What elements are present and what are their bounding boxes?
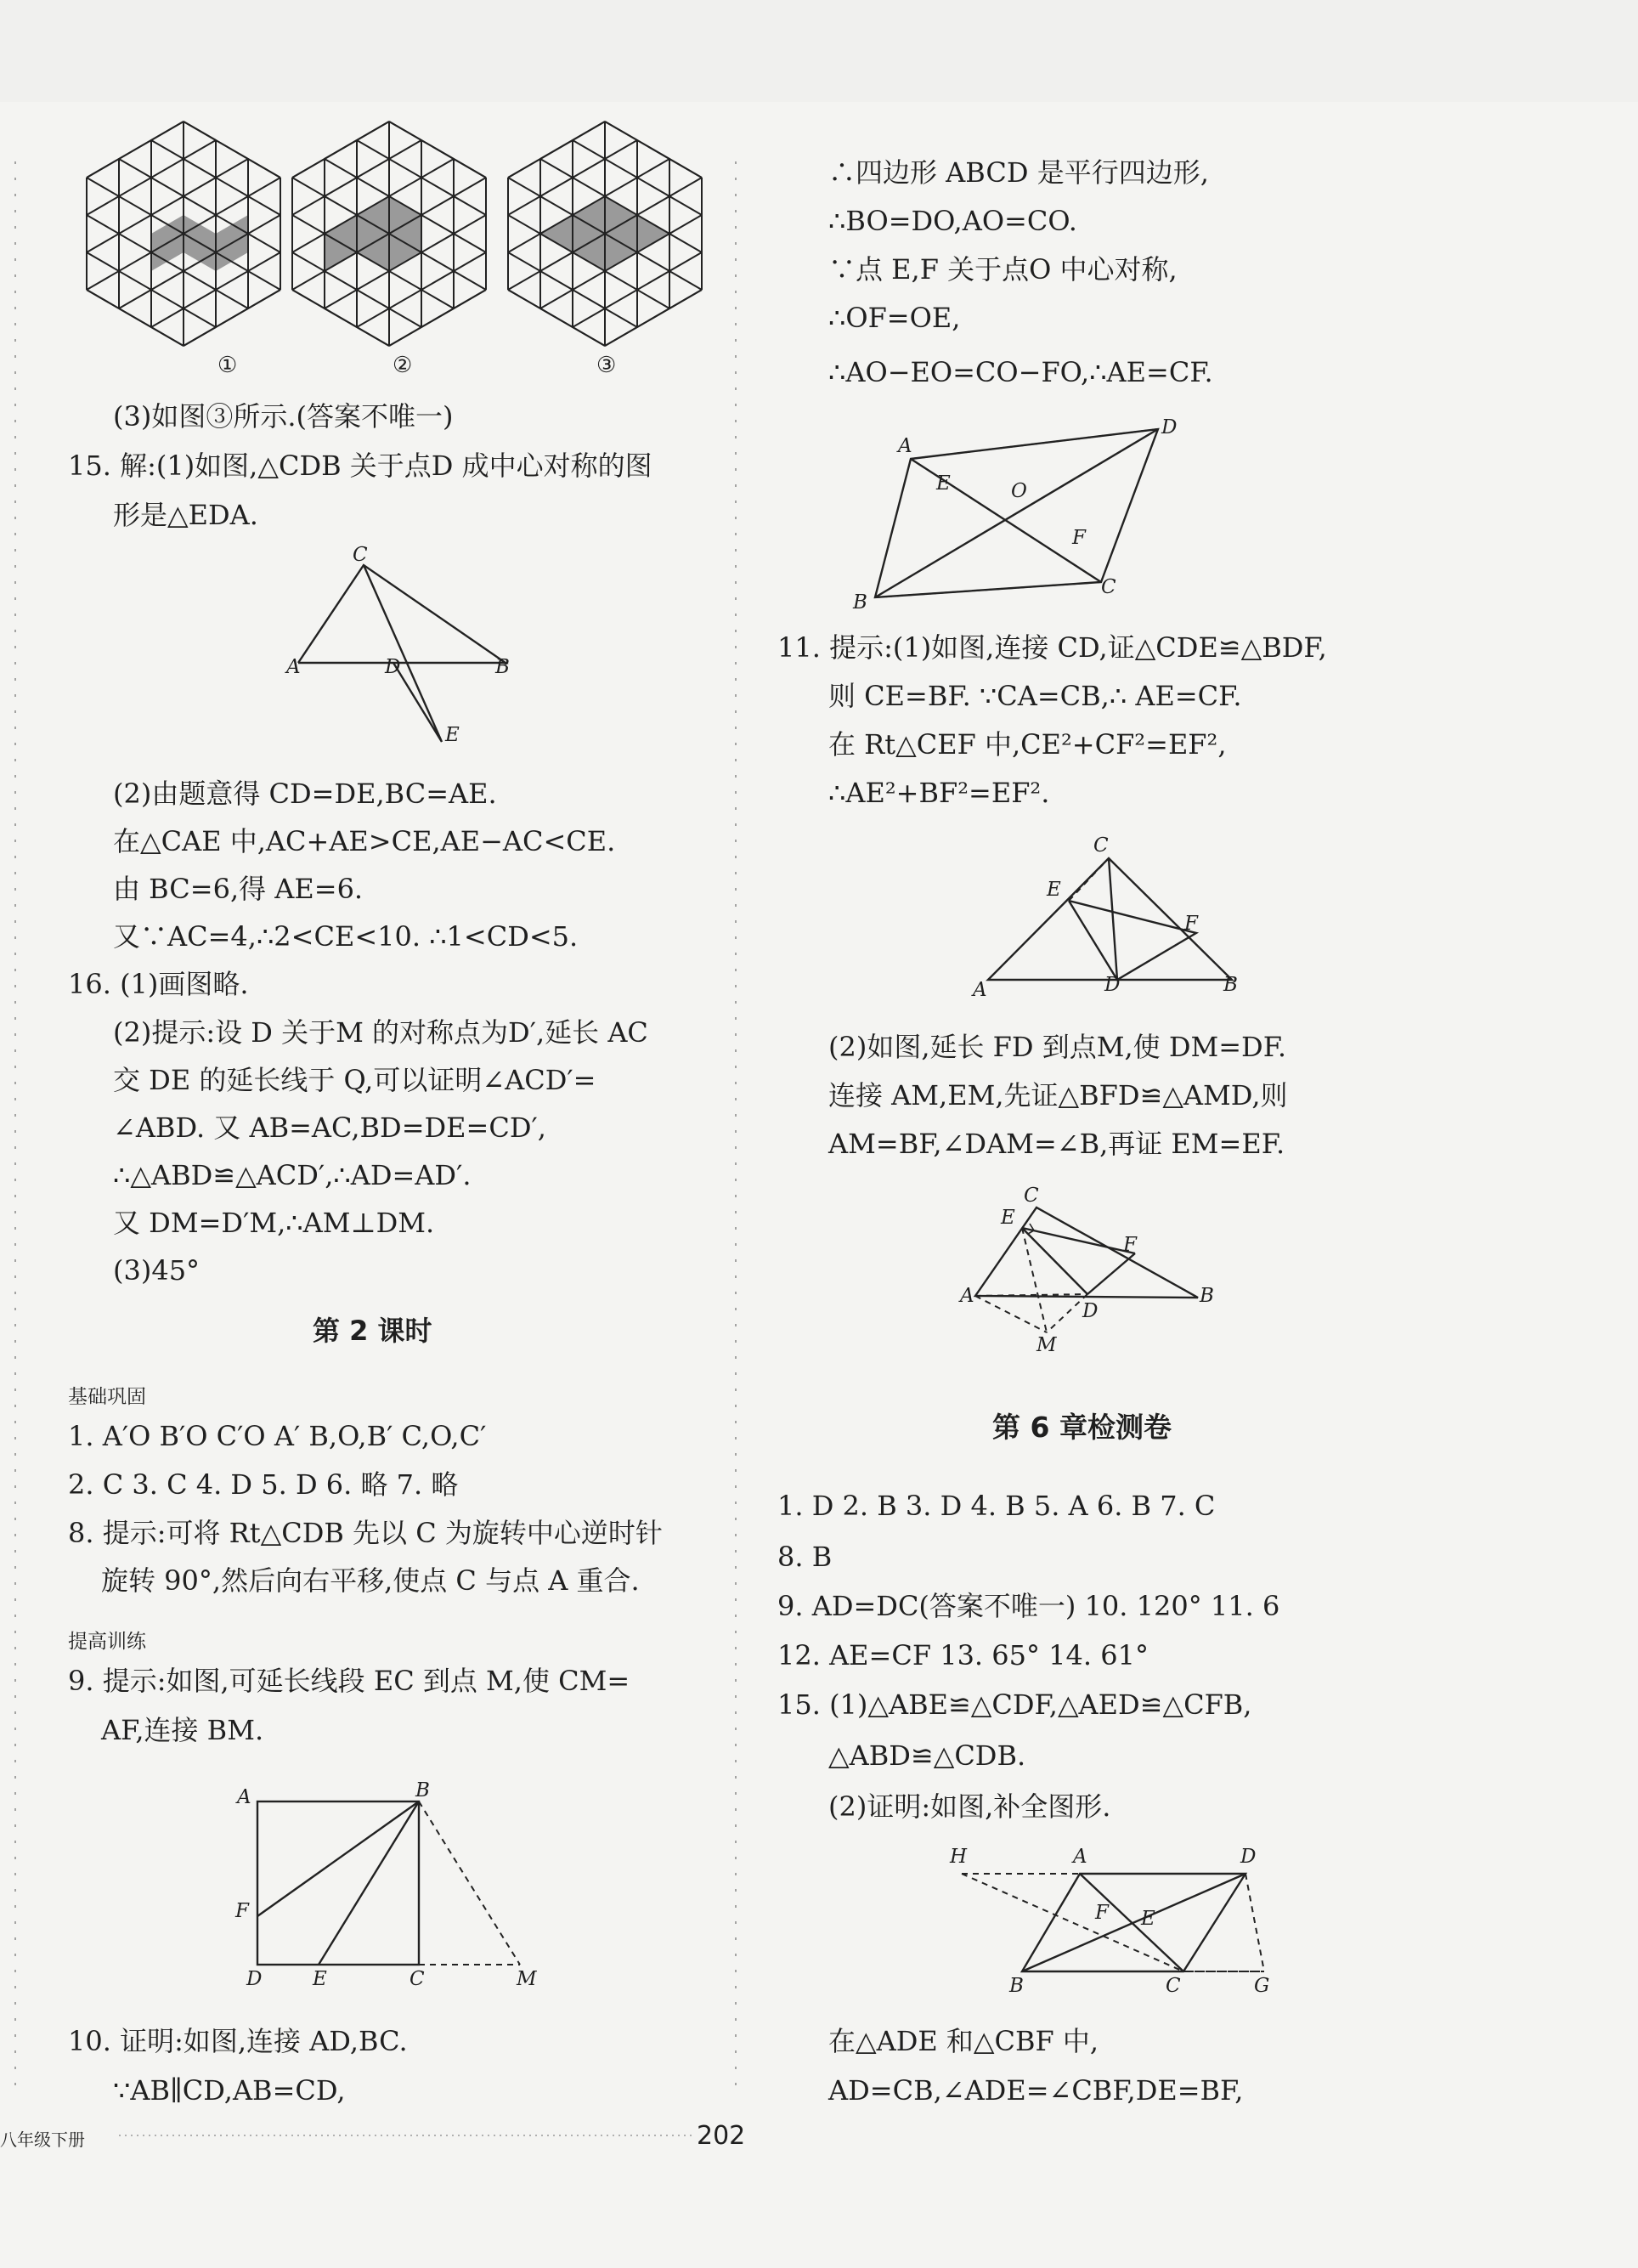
text-line: (2)证明:如图,补全图形. — [828, 1790, 1111, 1823]
point-label-b: B — [1223, 974, 1238, 996]
figure-label-3: ③ — [596, 353, 617, 378]
hexagon-figure-2 — [292, 122, 486, 346]
point-label-b: B — [1200, 1285, 1214, 1307]
text-line: ∵AB∥CD,AB=CD, — [113, 2074, 346, 2107]
text-line: ∠ABD. 又 AB=AC,BD=DE=CD′, — [113, 1111, 546, 1144]
figure-15b — [962, 1874, 1264, 1971]
point-label-a: A — [286, 656, 301, 678]
point-label-b: B — [415, 1779, 430, 1801]
point-label-d: D — [246, 1968, 263, 1990]
text-line: 15. (1)△ABE≌△CDF,△AED≌△CFB, — [777, 1688, 1252, 1721]
point-label-a: A — [898, 435, 912, 457]
text-line: 由 BC=6,得 AE=6. — [113, 873, 364, 905]
text-line: 旋转 90°,然后向右平移,使点 C 与点 A 重合. — [101, 1564, 640, 1597]
point-label-d: D — [1240, 1846, 1257, 1868]
text-line: ∴BO=DO,AO=CO. — [828, 205, 1077, 237]
point-label-b: B — [853, 591, 867, 614]
text-line: ∴AE²+BF²=EF². — [828, 777, 1050, 809]
text-line: ∴OF=OE, — [828, 302, 961, 334]
text-line: 10. 证明:如图,连接 AD,BC. — [68, 2025, 408, 2057]
point-label-a: A — [960, 1285, 974, 1307]
figure-10-parallelogram — [875, 429, 1158, 597]
figure-9-square — [257, 1801, 520, 1965]
subheading-advanced: 提高训练 — [68, 1631, 146, 1653]
figure-label-1: ① — [217, 353, 238, 378]
point-label-c: C — [1166, 1975, 1181, 1997]
point-label-m: M — [517, 1968, 537, 1990]
text-line: ∴△ABD≌△ACD′,∴AD=AD′. — [113, 1159, 472, 1191]
point-label-f: F — [1184, 913, 1198, 935]
point-label-c: C — [1024, 1185, 1039, 1207]
text-line: ∵点 E,F 关于点O 中心对称, — [828, 253, 1178, 286]
text-line: (2)由题意得 CD=DE,BC=AE. — [113, 778, 497, 810]
text-line: AF,连接 BM. — [101, 1714, 264, 1746]
section-heading-chapter-6-test: 第 6 章检测卷 — [992, 1411, 1172, 1444]
subheading-basic: 基础巩固 — [68, 1386, 146, 1408]
point-label-f: F — [1123, 1234, 1137, 1256]
point-label-c: C — [1101, 576, 1116, 598]
text-line: 2. C 3. C 4. D 5. D 6. 略 7. 略 — [68, 1468, 459, 1501]
text-line: 11. 提示:(1)如图,连接 CD,证△CDE≌△BDF, — [777, 631, 1327, 664]
point-label-a: A — [237, 1786, 251, 1808]
point-label-e: E — [936, 472, 951, 495]
point-label-e: E — [445, 724, 460, 746]
text-line: 形是△EDA. — [113, 499, 258, 531]
point-label-e: E — [1047, 879, 1061, 901]
text-line: 在△CAE 中,AC+AE>CE,AE−AC<CE. — [113, 825, 616, 857]
text-line: 8. 提示:可将 Rt△CDB 先以 C 为旋转中心逆时针 — [68, 1517, 663, 1549]
point-label-d: D — [385, 656, 401, 678]
point-label-b: B — [495, 656, 510, 678]
text-line: AD=CB,∠ADE=∠CBF,DE=BF, — [828, 2074, 1244, 2107]
text-line: △ABD≌△CDB. — [828, 1739, 1026, 1772]
section-heading-lesson-2: 第 2 课时 — [313, 1315, 432, 1347]
text-line: (3)如图③所示.(答案不唯一) — [113, 400, 454, 433]
point-label-h: H — [950, 1846, 968, 1868]
text-line: 在 Rt△CEF 中,CE²+CF²=EF², — [828, 728, 1227, 761]
text-line: (3)45° — [113, 1254, 201, 1287]
point-label-a: A — [1073, 1846, 1087, 1868]
text-line: 又 DM=D′M,∴AM⊥DM. — [113, 1207, 435, 1239]
figure-15 — [298, 565, 506, 742]
point-label-e: E — [1141, 1908, 1155, 1930]
point-label-d: D — [1104, 974, 1121, 996]
footer-grade-label: 八年级下册 — [0, 2129, 85, 2150]
point-label-e: E — [1001, 1207, 1015, 1229]
figure-label-2: ② — [393, 353, 413, 378]
text-line: ∴AO−EO=CO−FO,∴AE=CF. — [828, 356, 1213, 388]
text-line: 在△ADE 和△CBF 中, — [828, 2025, 1099, 2057]
point-label-f: F — [1095, 1902, 1109, 1924]
point-label-a: A — [973, 979, 987, 1001]
point-label-d: D — [1082, 1300, 1099, 1322]
hexagon-figure-3 — [508, 122, 702, 346]
point-label-c: C — [1093, 834, 1109, 857]
text-line: 1. D 2. B 3. D 4. B 5. A 6. B 7. C — [777, 1490, 1216, 1522]
point-label-m: M — [1036, 1334, 1057, 1356]
point-label-e: E — [313, 1968, 327, 1990]
text-line: 16. (1)画图略. — [68, 968, 249, 1000]
point-label-f: F — [1072, 527, 1086, 549]
text-line: 交 DE 的延长线于 Q,可以证明∠ACD′= — [113, 1064, 596, 1096]
text-line: 又∵AC=4,∴2<CE<10. ∴1<CD<5. — [113, 920, 579, 953]
text-line: 12. AE=CF 13. 65° 14. 61° — [777, 1639, 1149, 1671]
text-line: (2)提示:设 D 关于M 的对称点为D′,延长 AC — [113, 1016, 648, 1049]
text-line: 连接 AM,EM,先证△BFD≌△AMD,则 — [828, 1079, 1288, 1111]
text-line: 9. 提示:如图,可延长线段 EC 到点 M,使 CM= — [68, 1665, 630, 1697]
point-label-c: C — [353, 544, 368, 566]
hexagon-figure-1 — [87, 122, 280, 346]
text-line: 15. 解:(1)如图,△CDB 关于点D 成中心对称的图 — [68, 450, 652, 482]
text-line: AM=BF,∠DAM=∠B,再证 EM=EF. — [828, 1128, 1285, 1160]
text-line: ∴四边形 ABCD 是平行四边形, — [828, 156, 1209, 189]
text-line: 8. B — [777, 1541, 833, 1573]
text-line: 则 CE=BF. ∵CA=CB,∴ AE=CF. — [828, 680, 1242, 712]
point-label-d: D — [1161, 416, 1178, 438]
page-number: 202 — [697, 2121, 746, 2151]
text-line: (2)如图,延长 FD 到点M,使 DM=DF. — [828, 1031, 1287, 1063]
point-label-f: F — [235, 1900, 249, 1922]
point-label-b: B — [1009, 1975, 1024, 1997]
text-line: 1. A′O B′O C′O A′ B,O,B′ C,O,C′ — [68, 1420, 487, 1452]
point-label-c: C — [410, 1968, 425, 1990]
text-line: 9. AD=DC(答案不唯一) 10. 120° 11. 6 — [777, 1590, 1280, 1622]
point-label-g: G — [1254, 1975, 1270, 1997]
point-label-o: O — [1011, 480, 1027, 502]
